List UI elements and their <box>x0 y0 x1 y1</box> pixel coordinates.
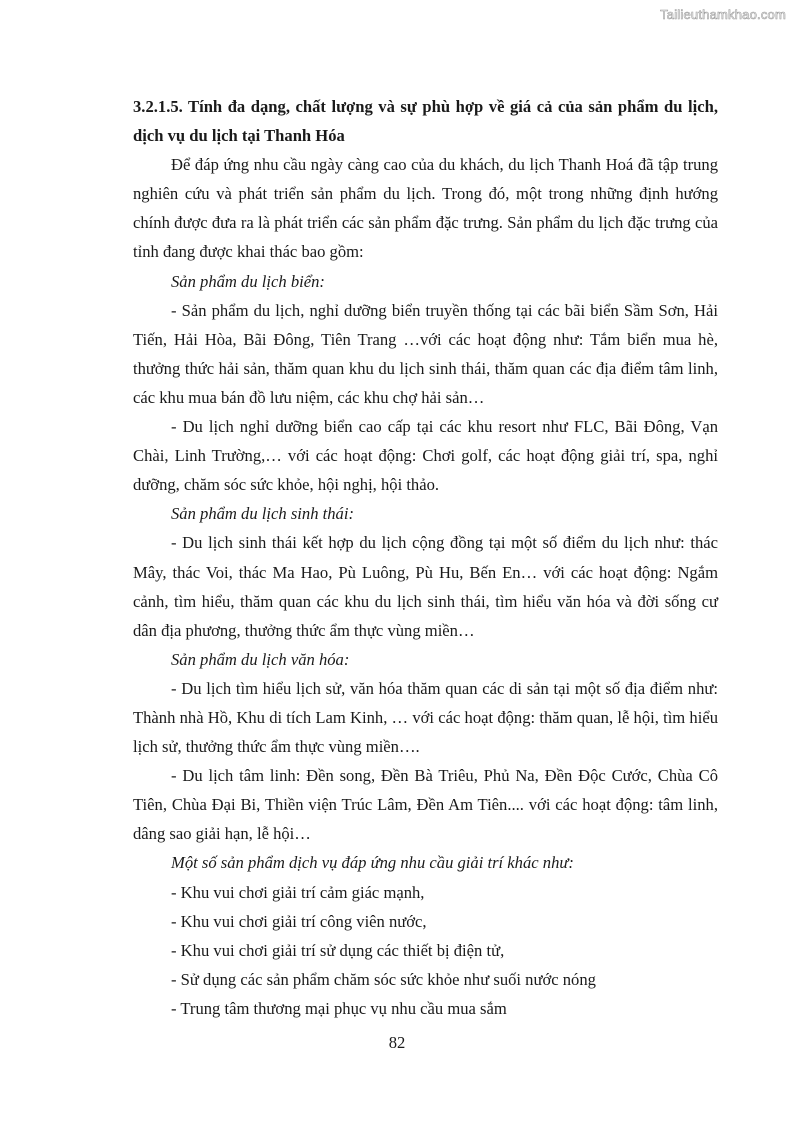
section-heading: 3.2.1.5. Tính đa dạng, chất lượng và sự phù hợp về giá cả của sản phẩm du lịch, dịch vụ du lịch tại Thanh Hóa <box>133 97 718 146</box>
list-item: - Du lịch nghỉ dưỡng biển cao cấp tại các khu resort như FLC, Bãi Đông, Vạn Chài, Linh Trường,… với các hoạt động: Chơi golf, các hoạt động giải trí, spa, nghỉ dưỡng, chăm sóc sức khỏe, hội nghị, hội thảo. <box>133 417 718 495</box>
list-item: - Du lịch tìm hiểu lịch sử, văn hóa thăm quan các di sản tại một số địa điểm như: Thành nhà Hồ, Khu di tích Lam Kinh, … với các hoạt động: thăm quan, lễ hội, tìm hiểu lịch sử, thưởng thức ẩm thực vùng miền…. <box>133 678 718 757</box>
culture-subheading: Sản phẩm du lịch văn hóa: <box>171 649 350 669</box>
list-item: - Khu vui chơi giải trí sử dụng các thiết bị điện tử, <box>171 940 505 960</box>
eco-subheading: Sản phẩm du lịch sinh thái: <box>171 504 354 524</box>
intro-paragraph: Để đáp ứng nhu cầu ngày càng cao của du khách, du lịch Thanh Hoá đã tập trung nghiên cứu và phát triển sản phẩm du lịch. Trong đó, một trong những định hướng chính được đưa ra là phát triển các sản phẩm đặc trưng. Sản phẩm du lịch đặc trưng của tỉnh đang được khai thác bao gồm: <box>133 155 718 262</box>
watermark-text: Tailieuthamkhao.com <box>660 7 786 22</box>
list-item: - Trung tâm thương mại phục vụ nhu cầu mua sắm <box>171 998 507 1018</box>
list-item: - Du lịch tâm linh: Đền song, Đền Bà Triêu, Phủ Na, Đền Độc Cước, Chùa Cô Tiên, Chùa Đại Bi, Thiền viện Trúc Lâm, Đền Am Tiên.... với các hoạt động: tâm linh, dâng sao giải hạn, lễ hội… <box>133 766 718 844</box>
list-item: - Sản phẩm du lịch, nghỉ dưỡng biển truyền thống tại các bãi biển Sầm Sơn, Hải Tiến, Hải Hòa, Bãi Đông, Tiên Trang …với các hoạt động như: Tắm biển mua hè, thưởng thức hải sản, thăm quan khu du lịch sinh thái, thăm quan các địa điểm tâm linh, các khu mua bán đồ lưu niệm, các khu chợ hải sản… <box>133 300 718 407</box>
entertainment-subheading: Một số sản phẩm dịch vụ đáp ứng nhu cầu giải trí khác như: <box>171 853 574 873</box>
list-item: - Khu vui chơi giải trí công viên nước, <box>171 911 427 931</box>
list-item: - Sử dụng các sản phẩm chăm sóc sức khỏe như suối nước nóng <box>171 969 596 989</box>
list-item: - Du lịch sinh thái kết hợp du lịch cộng đồng tại một số điểm du lịch như: thác Mây, thác Voi, thác Ma Hao, Pù Luông, Pù Hu, Bến En… với các hoạt động: Ngắm cảnh, tìm hiểu, thăm quan các khu du lịch sinh thái, tìm hiểu văn hóa và đời sống cư dân địa phương, thưởng thức ẩm thực vùng miền… <box>133 533 718 640</box>
beach-subheading: Sản phẩm du lịch biển: <box>171 271 325 291</box>
document-body <box>133 92 718 1023</box>
page-number: 82 <box>388 1033 406 1052</box>
list-item: - Khu vui chơi giải trí cảm giác mạnh, <box>171 882 425 902</box>
